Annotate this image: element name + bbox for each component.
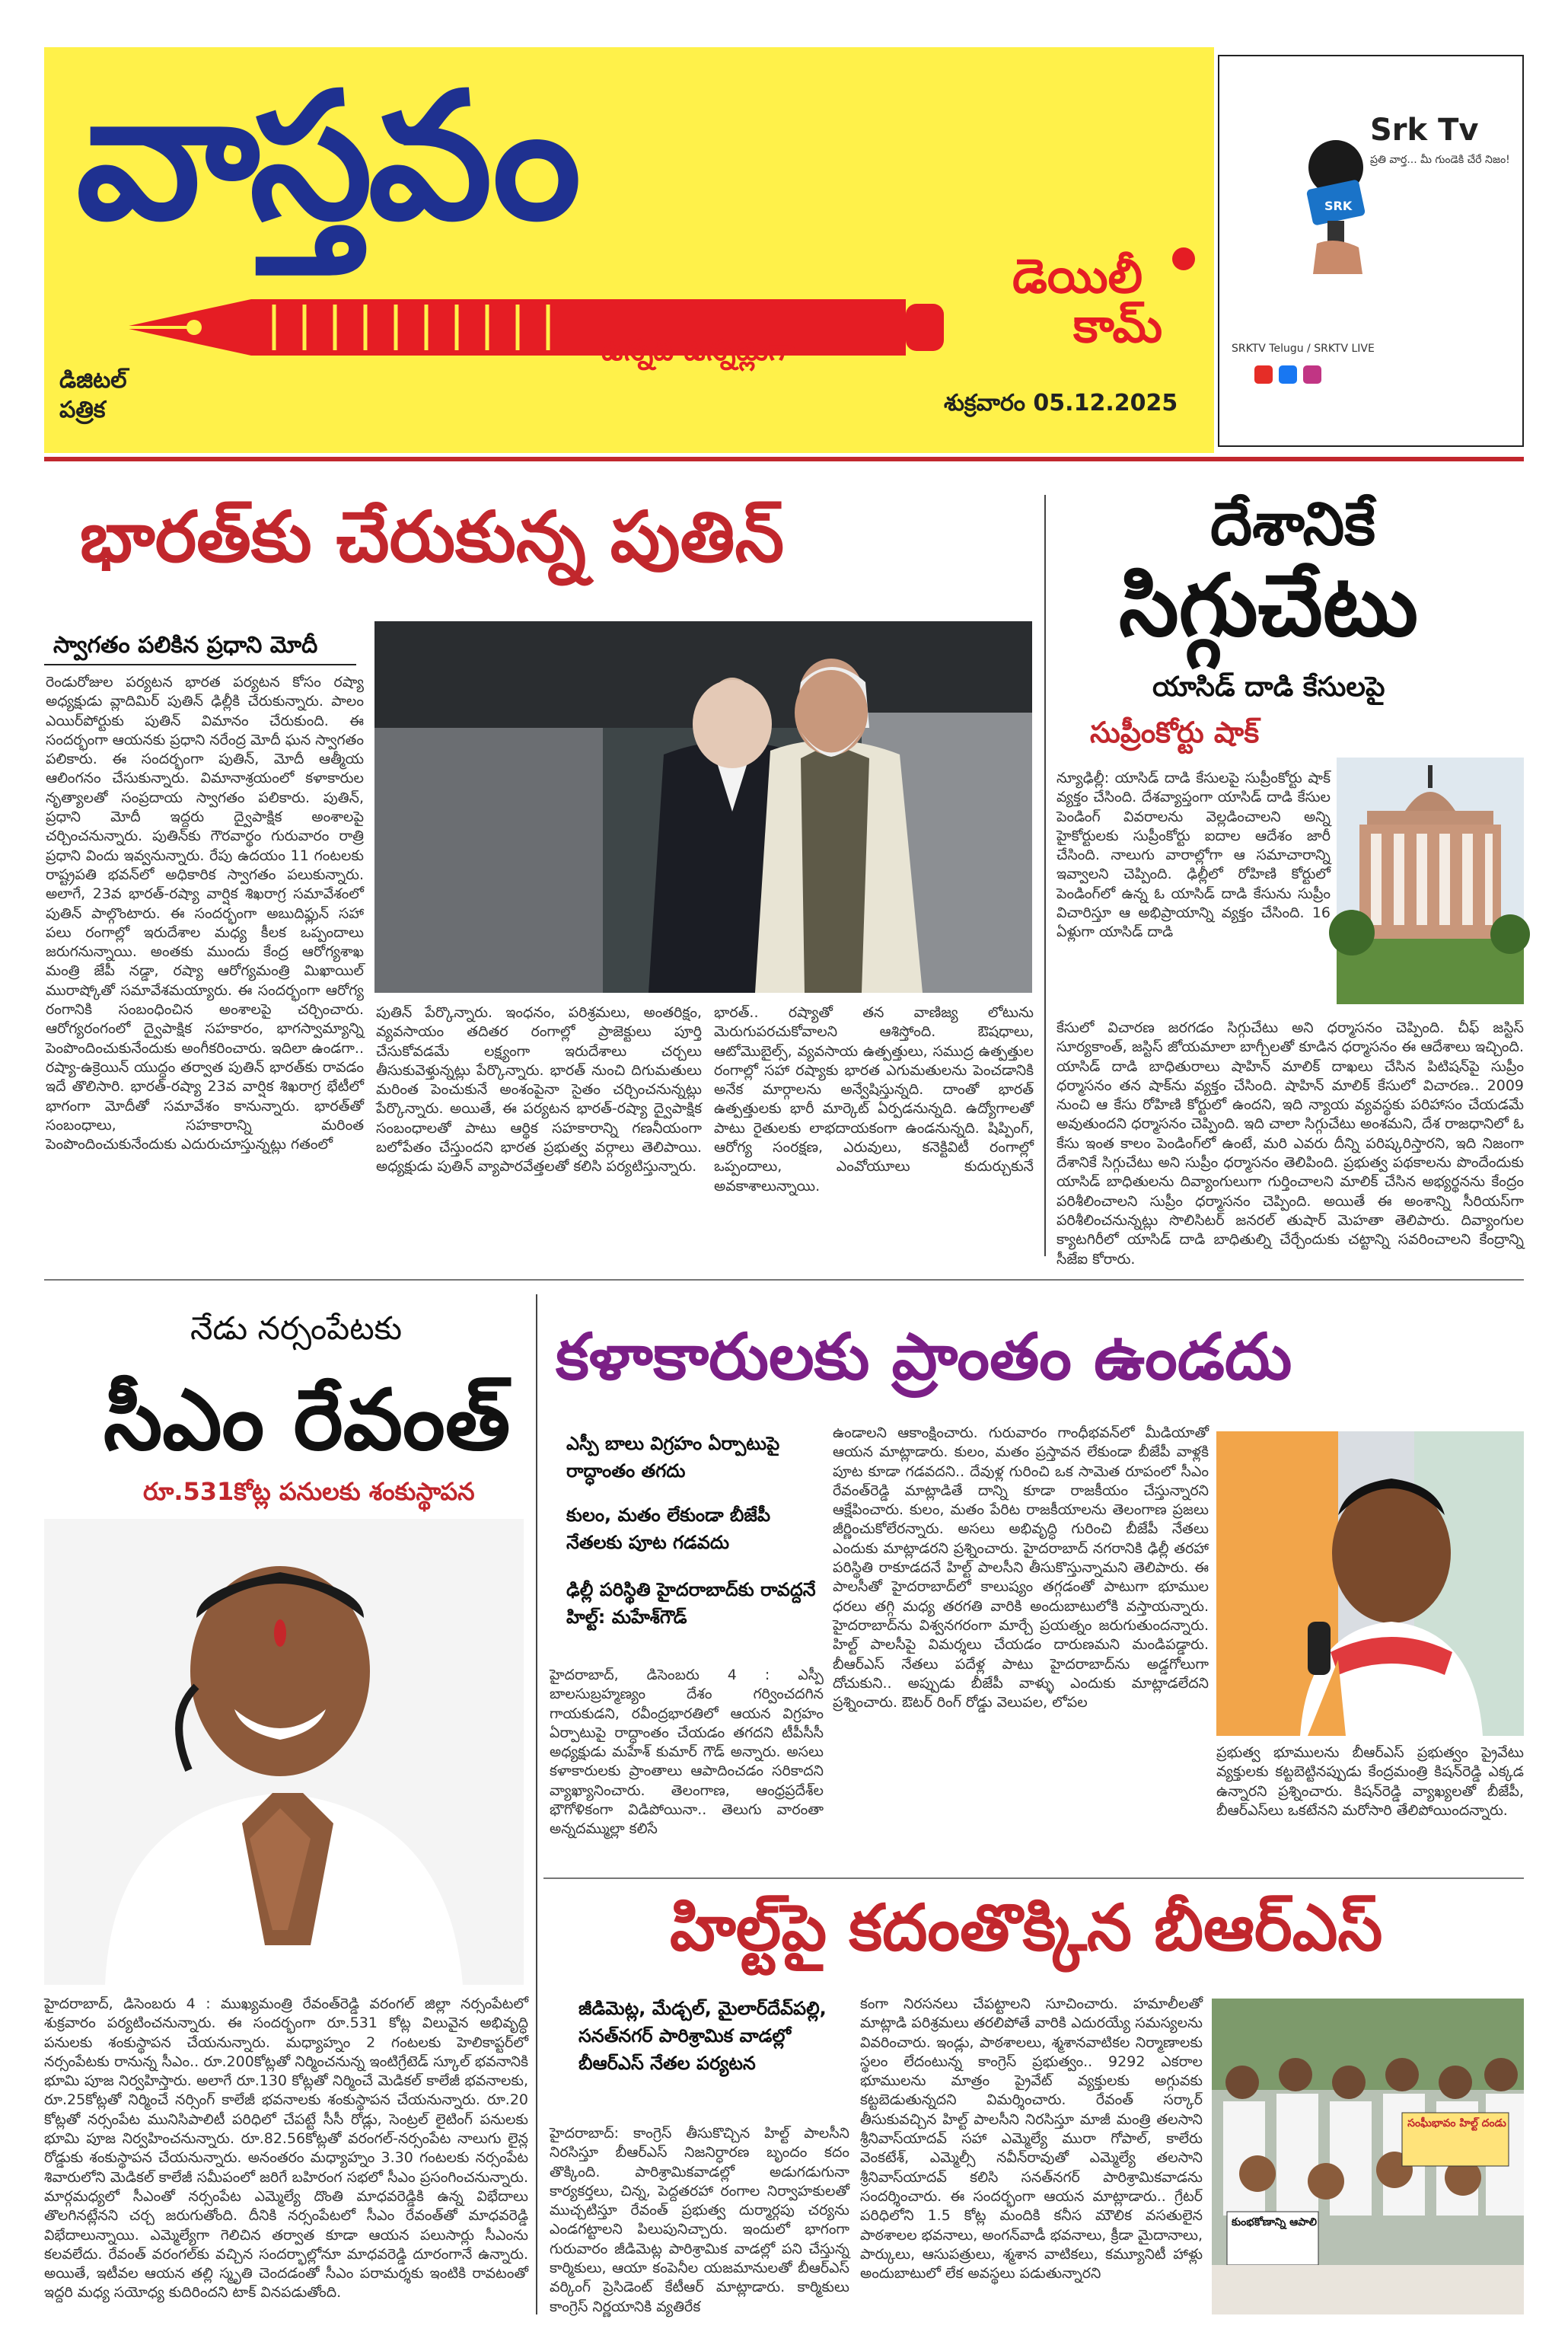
ad-tagline: ప్రతి వార్త... మీ గుండెకి చేరే నిజం! <box>1370 154 1510 166</box>
section-divider <box>44 1279 1524 1281</box>
story1-headline: భారత్‌కు చేరుకున్న పుతిన్ <box>80 496 785 578</box>
story2-headline-line2: సిగ్గుచేటు <box>1119 557 1419 656</box>
story1-subhead-rule <box>44 664 356 665</box>
youtube-icon[interactable] <box>1254 365 1273 384</box>
story3-headline: సీఎం రేవంత్ <box>104 1371 511 1469</box>
section-divider <box>543 1877 1524 1879</box>
story4-caption: ప్రభుత్వ భూములను బీఆర్ఎస్ ప్రభుత్వం ప్రైవేటు వ్యక్తులకు కట్టబెట్టినప్పుడు కేంద్రమంత్రి కిషన్‌రెడ్డి ఎక్కడ ఉన్నారని ప్రశ్నించారు. కిషన్‌రెడ్డి వ్యాఖ్యలతో బీజేపీ, బీఆర్ఎస్‌లు ఒకటేనని మరోసారి తేలిపోయిందన్నారు. <box>1216 1744 1524 1819</box>
story4-col1: హైదరాబాద్, డిసెంబరు 4 : ఎస్పీ బాలసుబ్రహ్మణ్యం దేశం గర్వించదగిన గాయకుడని, రవీంద్రభారతిలో ఆయన విగ్రహం ఏర్పాటుపై రాద్ధాంతం చేయడం తగదని టీపీసీసీ అధ్యక్షుడు మహేశ్ కుమార్ గౌడ్ అన్నారు. అసలు కళాకారులకు ప్రాంతాలు ఆపాదించడం సరికాదని వ్యాఖ్యానించారు. తెలంగాణ, ఆంధ్రప్రదేశ్‌ల భౌగోళికంగా విడిపోయినా.. తెలుగు వారంతా అన్నదమ్ముల్లా కలిసే <box>550 1667 824 1838</box>
story1-col2: పుతిన్ పేర్కొన్నారు. ఇంధనం, పరిశ్రమలు, అంతరిక్షం, వ్యవసాయం తదితర రంగాల్లో ప్రాజెక్టులు పూర్తి చేసుకోవడమే లక్ష్యంగా ఇరుదేశాలు చర్చలు తీసుకువెళ్తున్నట్లు పేర్కొన్నారు. భారత్ నుంచి దిగుమతులు మరింత పెంచుకునే అంశంపైనా సైతం చర్చించనున్నట్లు పేర్కొన్నారు. అయితే, ఈ పర్యటన భారత్-రష్యా ద్వైపాక్షిక సంబంధాలతో పాటు ఆర్థిక సహకారాన్ని గణనీయంగా బలోపేతం చేస్తుందని భారత ప్రభుత్వ వర్గాలు తెలిపాయి. అధ్యక్షుడు పుతిన్ వ్యాపారవేత్తలతో కలిసి పర్యటిస్తున్నారు. <box>376 1004 702 1176</box>
digital-line1: డిజిటల్ <box>59 367 127 394</box>
story4-headline: కళాకారులకు ప్రాంతం ఉండదు <box>556 1319 1292 1394</box>
masthead-daily-line1: డెయిలీ <box>1012 248 1143 304</box>
ad-social-icons <box>1254 365 1327 387</box>
story2-intro: న్యూఢిల్లీ: యాసిడ్ దాడి కేసులపై సుప్రీంకోర్టు షాక్ వ్యక్తం చేసింది. దేశవ్యాప్తంగా యాసిడ్ దాడి కేసుల పెండింగ్ వివరాలను వెల్లడించాలని అన్ని హైకోర్టులకు సుప్రీంకోర్టు ఐదాల ఆదేశం జారీ చేసింది. నాలుగు వారాల్లోగా ఆ సమాచారాన్ని ఇవ్వాలని చెప్పింది. ఢిల్లీలో రోహిణి కోర్టులో పెండింగ్‌లో ఉన్న ఓ యాసిడ్ దాడి కేసును సుప్రీం విచారిస్తూ ఆ అభిప్రాయాన్ని వ్యక్తం చేసింది. 16 ఏళ్లుగా యాసిడ్ దాడి <box>1056 770 1331 941</box>
masthead-digital-label <box>59 365 127 425</box>
digital-line2: పత్రిక <box>59 397 106 423</box>
story4-bullet3: ఢిల్లీ పరిస్థితి హైదరాబాద్‌కు రావద్దనే హిల్ట్: మహేశ్‌గౌడ్ <box>566 1579 816 1628</box>
column-divider <box>1044 495 1046 1256</box>
story4-bullet2: కులం, మతం లేకుండా బీజేపీ నేతలకు పూట గడవదు <box>566 1504 771 1553</box>
protest-sign-1: సంఘీభావం హిల్ట్ దండు <box>1407 2117 1506 2129</box>
story5-col2: కంగా నిరసనలు చేపట్టాలని సూచించారు. హమాలీలతో మాట్లాడి పరిశ్రమలు తరలిపోతే వారికి ఎదురయ్యే సమస్యలను వివరించారు. ఇండ్లు, పాఠశాలలు, శ్మశానవాటికల నిర్మాణాలకు స్థలం లేదంటున్న కాంగ్రెస్ ప్రభుత్వం.. 9292 ఎకరాల భూములను మాత్రం ప్రైవేట్ వ్యక్తులకు అగ్గువకు కట్టబెడుతున్నదని విమర్శించారు. రేవంత్ సర్కార్ తీసుకువచ్చిన హిల్ట్ పాలసీని నిరసిస్తూ మాజీ మంత్రి తలసాని శ్రీనివాస్‌యాదవ్ సహా ఎమ్మెల్యే మురా గోపాల్, కాలేరు వెంకటేశ్, ఎమ్మెల్సీ నవీన్‌రావుతో ఎమ్మెల్యే తలసాని శ్రీనివాస్‌యాదవ్ కలిసి సనత్‌నగర్ పారిశ్రామికవాడను సందర్శించారు. ఈ సందర్భంగా ఆయన మాట్లాడారు.. గ్రేటర్ పరిధిలోని 1.5 కోట్ల మందికి కనీస మౌలిక వసతులైన పాఠశాలల భవనాలు, అంగన్‌వాడీ భవనాలు, క్రీడా మైదానాలు, పార్కులు, ఆసుపత్రులు, శ్మశాన వాటికలు, కమ్యూనిటీ హాళ్లు అందుబాటులో లేక అవస్థలు పడుతున్నారని <box>860 1995 1203 2283</box>
supreme-court-photo <box>1337 758 1524 1004</box>
instagram-icon[interactable] <box>1303 365 1321 384</box>
story4-bullet1: ఎస్పీ బాలు విగ్రహం ఏర్పాటుపై రాద్ధాంతం తగదు <box>566 1433 780 1482</box>
ad-footer: SRKTV Telugu / SRKTV LIVE <box>1232 343 1375 355</box>
brs-protest-photo <box>1212 1999 1524 2314</box>
facebook-icon[interactable] <box>1279 365 1297 384</box>
ad-brand: Srk Tv <box>1370 113 1479 148</box>
putin-modi-photo <box>374 621 1032 993</box>
ad-mic-label: SRK <box>1324 199 1353 213</box>
microphone-icon <box>1294 137 1378 274</box>
story1-col1: రెండురోజుల పర్యటన భారత పర్యటన కోసం రష్యా అధ్యక్షుడు వ్లాదిమిర్ పుతిన్ ఢిల్లీకి చేరుకున్నారు. పాలం ఎయిర్‌పోర్టుకు పుతిన్ విమానం చేరుకుంది. ఈ సందర్భంగా ఆయనకు ప్రధాని నరేంద్ర మోదీ ఘన స్వాగతం పలికారు. ఈ సందర్భంగా పుతిన్, మోదీ ఆత్మీయ ఆలింగనం చేసుకున్నారు. విమానాశ్రయంలో కళాకారుల నృత్యాలతో సంప్రదాయ స్వాగతం పలికారు. పుతిన్, ప్రధాని మోదీ ఇద్దరు ద్వైపాక్షిక అంశాలపై చర్చించనున్నారు. పుతిన్‌కు గౌరవార్థం గురువారం రాత్రి ప్రధాని విందు ఇవ్వనున్నారు. రేపు ఉదయం 11 గంటలకు రాష్ట్రపతి భవన్‌లో అధికారిక స్వాగతం పలుకున్నారు. అలాగే, 23వ భారత్-రష్యా వార్షిక శిఖరాగ్ర సమావేశంలో పుతిన్ పాల్గొంటారు. ఈ సందర్భంగా అబుదిఫ్లున్ సహా పలు రంగాల్లో ఇరుదేశాల మధ్య కీలక ఒప్పందాలు జరుగనున్నాయి. అంతకు ముందు కేంద్ర ఆరోగ్యశాఖ మంత్రి జేపీ నడ్డా, రష్యా ఆరోగ్యమంత్రి మిఖాయిల్ మురాష్కోతో సమావేశమయ్యారు. ఈ సందర్భంగా ఆరోగ్య రంగానికి సంబంధించిన అంశాలపై చర్చించారు. ఆరోగ్యరంగంలో ద్వైపాక్షిక సహకారం, భాగస్వామ్యాన్ని పెంపొందించుకునేందుకు అంగీకరించారు. ఇదిలా ఉండగా.. రష్యా-ఉక్రెయిన్ యుద్ధం తర్వాత పుతిన్ భారత్‌కు రావడం ఇదే తొలిసారి. భారత్-రష్యా 23వ వార్షిక శిఖరాగ్ర భేటీలో భాగంగా మోదీతో సమావేశం కానున్నారు. భారత్‌తో సంబంధాలు, సహకారాన్ని మరింత పెంపొందించుకునేందుకు ఎదురుచూస్తున్నట్లు గతంలో <box>46 674 364 1153</box>
story5-col1: హైదరాబాద్: కాంగ్రెస్ తీసుకొచ్చిన హిల్ట్ పాలసీని నిరసిస్తూ బీఆర్ఎస్ నిజనిర్ధారణ బృందం కదం తొక్కింది. పారిశ్రామికవాడల్లో అడుగడుగునా కార్యకర్తలు, చిన్న, పెద్దతరహా రంగాల నిర్వాహకులతో ముచ్చటిస్తూ రేవంత్ ప్రభుత్వ దుర్మార్గపు చర్యను ఎండగట్టాలని పిలుపునిచ్చారు. ఇందులో భాగంగా గురువారం జీడిమెట్ల పారిశ్రామిక వాడల్లో పని చేస్తున్న కార్మికులు, ఆయా కంపెనీల యజమానులతో బీఆర్ఎస్ వర్కింగ్ ప్రెసిడెంట్ కేటీఆర్ మాట్లాడారు. కార్మికులు కాంగ్రెస్ నిర్ణయానికి వ్యతిరేక <box>550 2125 849 2315</box>
story5-headline: హిల్ట్‌పై కదంతొక్కిన బీఆర్ఎస్ <box>670 1890 1383 1965</box>
story2-subhead2: సుప్రీంకోర్టు షాక్ <box>1090 716 1260 749</box>
masthead-date: శుక్రవారం 05.12.2025 <box>944 390 1178 416</box>
story1-subhead: స్వాగతం పలికిన ప్రధాని మోదీ <box>53 632 318 659</box>
masthead-rule <box>44 457 1524 461</box>
story3-subhead: రూ.531కోట్ల పనులకు శంకుస్థాపన <box>143 1477 475 1506</box>
column-divider <box>536 1294 537 2314</box>
story3-body: హైదరాబాద్, డిసెంబరు 4 : ముఖ్యమంత్రి రేవంత్‌రెడ్డి వరంగల్ జిల్లా నర్సంపేటలో శుక్రవారం పర్యటించనున్నారు. ఈ సందర్భంగా రూ.531 కోట్ల విలువైన అభివృద్ధి పనులకు శంకుస్థాపన చేయనున్నారు. మధ్యాహ్నం 2 గంటలకు హెలికాప్టర్‌లో నర్సంపేటకు రానున్న సీఎం.. రూ.200కోట్లతో నిర్మించనున్న ఇంటిగ్రేటెడ్ స్కూల్ భవనానికి భూమి పూజ నిర్వహిస్తారు. అలాగే రూ.130 కోట్లతో నిర్మించే మెడికల్ కాలేజీ భవనాలకు, రూ.25కోట్లతో నిర్మించే నర్సింగ్ కాలేజీ భవనాలకు శంకుస్థాపన చేయనున్నారు. రూ.20 కోట్లతో నర్సంపేట మునిసిపాలిటీ పరిధిలో చేపట్టే సీసీ రోడ్లు, సెంట్రల్ లైటింగ్ పనులకు భూమి పూజ నిర్వహించనున్నారు. రూ.82.56కోట్లతో వరంగల్-నర్సంపేట నాలుగు లైన్ల రోడ్డుకు శంకుస్థాపన చేయనున్నారు. అనంతరం మధ్యాహ్నం 3.30 గంటలకు నర్సంపేట శివారులోని మెడికల్ కాలేజీ సమీపంలో జరిగే బహిరంగ సభలో సీఎం ప్రసంగించనున్నారు. మార్గమధ్యలో సీఎంతో నర్సంపేట ఎమ్మెల్యే దొంతి మాధవరెడ్డికి ఉన్న విభేదాలు తొలగినట్లేనని చర్చ జరుగుతోంది. దీనికి నర్సంపేటలో సీఎం రేవంత్‌తో మాధవరెడ్డి విభేదాలున్నాయి. ఎమ్మెల్యేగా గెలిచిన తర్వాత కూడా ఆయన పలుసార్లు సీఎంను కలవలేదు. రేవంత్ వరంగల్‌కు వచ్చిన సందర్భాల్లోనూ మాధవరెడ్డి దూరంగానే ఉన్నారు. అయితే, ఇటీవల ఆయన తల్లి స్మృతి చెందడంతో సీఎం పరామర్శకు ఇంటికి రావటంతో ఇద్దరి మధ్య సయోధ్య కుదిరిందని టాక్ వినపడుతోంది. <box>44 1995 529 2302</box>
dot-icon <box>1172 247 1195 270</box>
story5-subhead: జీడిమెట్ల, మేడ్చల్, మైలార్‌దేవ్‌పల్లి, సనత్‌నగర్ పారిశ్రామిక వాడల్లో బీఆర్ఎస్ నేతల పర్యటన <box>578 1998 827 2074</box>
pen-nib-icon <box>122 286 944 369</box>
mahesh-goud-photo <box>1216 1431 1524 1736</box>
revanth-photo <box>44 1519 524 1985</box>
masthead-daily-line2: కామ్ <box>1073 298 1163 354</box>
masthead-daily-label <box>1012 248 1163 354</box>
story2-subhead1: యాసిడ్ దాడి కేసులపై <box>1152 672 1385 703</box>
story2-body: కేసులో విచారణ జరగడం సిగ్గుచేటు అని ధర్మాసనం చెప్పింది. చీఫ్ జస్టిస్ సూర్యకాంత్, జస్టిస్ జోయమాలా బాగ్చీలతో కూడిన ధర్మాసనం ఈ ఆదేశాలు ఇచ్చింది. యాసిడ్ దాడి బాధితురాలు షాహిన్ మాలిక్ దాఖలు చేసిన పిటిషన్‌పై సుప్రీం ధర్మాసనం తన షాక్‌ను వ్యక్తం చేసింది. షాహిన్ మాలిక్ కేసులో విచారణ.. 2009 నుంచి ఆ కేసు రోహిణి కోర్టులో ఉందని, ఇది న్యాయ వ్యవస్థకు పరిహాసం చేయడమే అవుతుందని ధర్మాసనం చెప్పింది. ఇది చాలా సిగ్గుచేటు అంశమని, దేశ రాజధానిలో ఓ కేసు ఇంత కాలం పెండింగ్‌లో ఉంటే, మరి ఎవరు దీన్ని పరిష్కరిస్తారని, ఇది నిజంగా దేశానికే సిగ్గుచేటు అని సుప్రీం ధర్మాసనం తెలిపింది. ప్రభుత్వ పథకాలను పొందేందుకు యాసిడ్ బాధితులను దివ్యాంగులుగా గుర్తించాలని మాలిక్ చేసిన అభ్యర్థనను కేంద్రం పరిశీలించాలని సుప్రీం ధర్మాసనం చెప్పింది. అయితే ఈ అంశాన్ని సీరియస్‌గా పరిశీలించనున్నట్లు సొలిసిటర్ జనరల్ తుషార్ మెహతా తెలిపారు. దివ్యాంగుల క్యాటగిరీలో యాసిడ్ దాడి బాధితుల్ని చేర్చేందుకు చట్టాన్ని సవరించాలని కేంద్రాన్ని సీజేఐ కోరారు. <box>1056 1019 1524 1268</box>
masthead-title: వాస్తవం <box>76 53 577 259</box>
story1-col3: భారత్.. రష్యాతో తన వాణిజ్య లోటును మెరుగుపరచుకోవాలని ఆశిస్తోంది. ఔషధాలు, ఆటోమొబైల్స్, వ్యవసాయ ఉత్పత్తులు, సముద్ర ఉత్పత్తుల రంగాల్లో సహా రష్యాకు భారత ఎగుమతులను పెంచడానికి అనేక మార్గాలను అన్వేషిస్తున్నది. దాంతో భారత్ ఉత్పత్తులకు భారీ మార్కెట్ ఏర్పడనున్నది. ఉద్యోగాలతో పాటు రైతులకు లాభదాయకంగా ఉండనున్నది. షిప్పింగ్, ఆరోగ్య సంరక్షణ, ఎరువులు, కనెక్టివిటీ రంగాల్లో ఒప్పందాలు, ఎంవోయూలు కుదుర్చుకునే అవకాశాలున్నాయి. <box>714 1004 1034 1195</box>
masthead-tagline: ఉన్నది ఉన్నట్లుగా <box>601 333 795 367</box>
story2-headline-line1: దేశానికే <box>1210 490 1375 559</box>
story4-col2: ఉండాలని ఆకాంక్షించారు. గురువారం గాంధీభవన్‌లో మీడియాతో ఆయన మాట్లాడారు. కులం, మతం ప్రస్తావన లేకుండా బీజేపీ వాళ్లకి పూట కూడా గడవదని.. దేవుళ్ల గురించి ఒక సామెత రూపంలో సీఎం రేవంత్‌రెడ్డి మాట్లాడితే దాన్ని కూడా రాజకీయం చేస్తున్నారని ఆక్షేపించారు. కులం, మతం పేరిట రాజకీయాలను తెలంగాణ ప్రజలు జీర్ణించుకోలేరన్నారు. అసలు అభివృద్ధి గురించి బీజేపీ నేతలు ఎందుకు మాట్లాడరని ప్రశ్నించారు. హైదరాబాద్ నగరానికి ఢిల్లీ తరహా పరిస్థితి రాకూడదనే హిల్ట్ పాలసీని తీసుకొస్తున్నామని తెలిపారు. ఈ పాలసీతో హైదరాబాద్‌లో కాలుష్యం తగ్గడంతో పాటుగా భూముల ధరలు తగ్గి మధ్య తరగతి వారికి అందుబాటులోకి వస్తాయన్నారు. హైదరాబాద్‌ను విశ్వనగరంగా మార్చే ప్రయత్నం జరుగుతుందన్నారు. హిల్ట్ పాలసీపై విమర్శలు చేయడం దారుణమని మండిపడ్డారు. బీఆర్ఎస్ నేతలు పదేళ్ల పాటు హైదరాబాద్‌ను అడ్డగోలుగా దోచుకుని.. అప్పుడు బీజేపీ వాళ్ళు ఎందుకు మాట్లాడలేదని ప్రశ్నించారు. ఔటర్ రింగ్ రోడ్డు వెలుపల, లోపల <box>833 1424 1209 1712</box>
protest-sign-2: కుంభకోణాన్ని ఆపాలి <box>1232 2216 1317 2228</box>
story3-kicker: నేడు నర్సంపేటకు <box>190 1310 403 1347</box>
